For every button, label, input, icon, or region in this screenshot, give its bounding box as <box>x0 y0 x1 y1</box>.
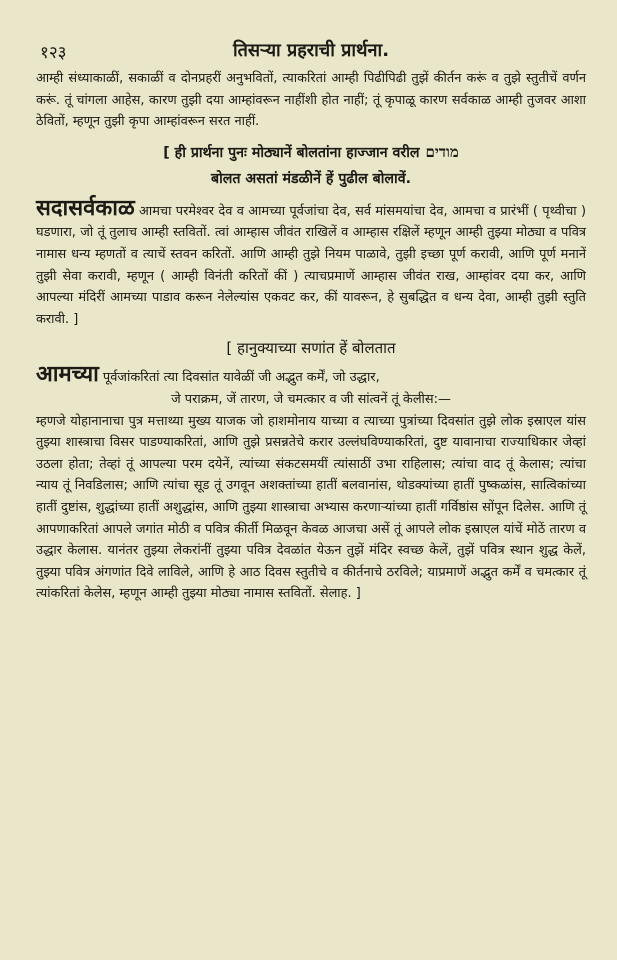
rubric-instruction-1 <box>36 139 586 192</box>
paragraph-3-text: म्हणजे योहानानाचा पुत्र मत्ताथ्या मुख्य याजक जो हाशमोनाय याच्या व त्याच्या पुत्रांच्या दिवसांत तुझे लोक इस्राएल यांस तुझ्या शास्त्राचा विसर पाडण्याकरितां, आणि तुझे प्रसन्नतेचे करार उल्लंघविण्याकरितां, दुष्ट यावानाचा राज्याधिकार जेव्हां उठला होता; तेव्हां तूं आपल्या परम दयेनें, त्यांच्या संकटसमयीं त्यांसाठीं उभा राहिलास; त्यांचा वाद तूं केलास; त्यांचा न्याय तूं निवडिलास; आणि त्यांचा सूड तूं उगवून अशक्तांच्या हातीं बलवानांस, थोडक्यांच्या हातीं पुष्कळांस, सात्विकांच्या हातीं दुष्टांस, शुद्धांच्या हातीं अशुद्धांस, आणि तुझ्या शास्त्राचा अभ्यास करणाऱ्यांच्या हातीं गर्विष्ठांस सोंपून दिलेस. आणि तूं आपणाकरितां आपले जगांत मोठी व पवित्र कीर्ती मिळवून केवळ आजचा असें तूं आपले लोक इस्राएल यांचें मोठें तारण व उद्धार केलास. यानंतर तुझ्या लेकरांनीं तुझ्या पवित्र देवळांत येऊन तुझें मंदिर स्वच्छ केलें, तुझें पवित्र स्थान शुद्ध केलें, तुझ्या पवित्र अंगणांत दिवे लाविले, आणि हे आठ दिवस स्तुतीचे व कीर्तनाचे ठरविले; याप्रमाणें अद्भुत कर्में व चमत्कार तूं त्यांकरितां केलेस, म्हणून आम्ही तुझ्या मोठ्या नामास स्तवितों. सेलाह. ] <box>36 413 586 602</box>
paragraph-2-lead-word: सदासर्वकाळ <box>36 195 135 221</box>
rubric-line-1-text: [ ही प्रार्थना पुनः मोठ्यानें बोलतांना हाज्जान वरील <box>163 144 420 161</box>
paragraph-2 <box>36 195 586 331</box>
paragraph-3 <box>36 364 586 605</box>
paragraph-2-text: आमचा परमेश्वर देव व आमच्या पूर्वजांचा देव, सर्व मांसमयांचा देव, आमचा व प्रारंभीं ( पृथ्वीचा ) घडणारा, जो तूं तुलाच आम्ही स्तवितों. त्वां आम्हास जीवंत राखिलें व आम्हास रक्षिलें म्हणून आम्ही तुझ्या मोठ्या व पवित्र नामास धन्य म्हणतों व त्याचें स्तवन करितों. आणि आम्ही तुझे नियम पाळावे, तुझी इच्छा पूर्ण करावी, आणि पूर्ण मनानें तुझी सेवा करावी, म्हणून ( आम्ही विनंती करितों कीं ) त्याचप्रमाणें आम्हास जीवंत राख, आम्हांवर दया कर, आणि आपल्या मंदिरीं आमच्या पाडाव करून नेलेल्यांस एकवट कर, कीं यावरून, हे सुबद्धित व धन्य देवा, आम्ही तुझी स्तुति करावी. ] <box>36 203 586 327</box>
paragraph-1: आम्ही संध्याकाळीं, सकाळीं व दोनप्रहरीं अनुभवितों, त्याकरितां आम्ही पिढीपिढी तुझें कीर्तन करूं व तुझे स्तुतीचें वर्णन करूं. तूं चांगला आहेस, कारण तुझी दया आम्हांवरून नाहींशी होत नाहीं; तूं कृपाळू कारण सर्वकाळ आम्ही तुजवर आशा ठेवितों, म्हणून तुझी कृपा आम्हांवरून सरत नाहीं. <box>36 71 586 130</box>
rubric-instruction-2: [ हानुक्याच्या सणांत हें बोलतात <box>226 339 396 358</box>
page-header <box>36 38 586 68</box>
document-page <box>36 38 586 605</box>
paragraph-3-lead-word: आमच्या <box>36 362 99 388</box>
page-number: १२३ <box>40 43 67 63</box>
rubric-line-1 <box>36 139 586 166</box>
rubric-line-2: बोलत असतां मंडळीनें हें पुढील बोलावें. <box>211 170 411 187</box>
paragraph-3-first-line: पूर्वजांकरितां त्या दिवसांत यावेळीं जी अद्भुत कर्में, जो उद्धार, <box>102 370 380 386</box>
hebrew-word: מודים <box>425 142 459 161</box>
paragraph-3-second-line: जे पराक्रम, जें तारण, जे चमत्कार व जी सांत्वनें तूं केलीस:— <box>171 391 451 407</box>
page-title: तिसऱ्या प्रहराची प्रार्थना. <box>232 40 390 61</box>
